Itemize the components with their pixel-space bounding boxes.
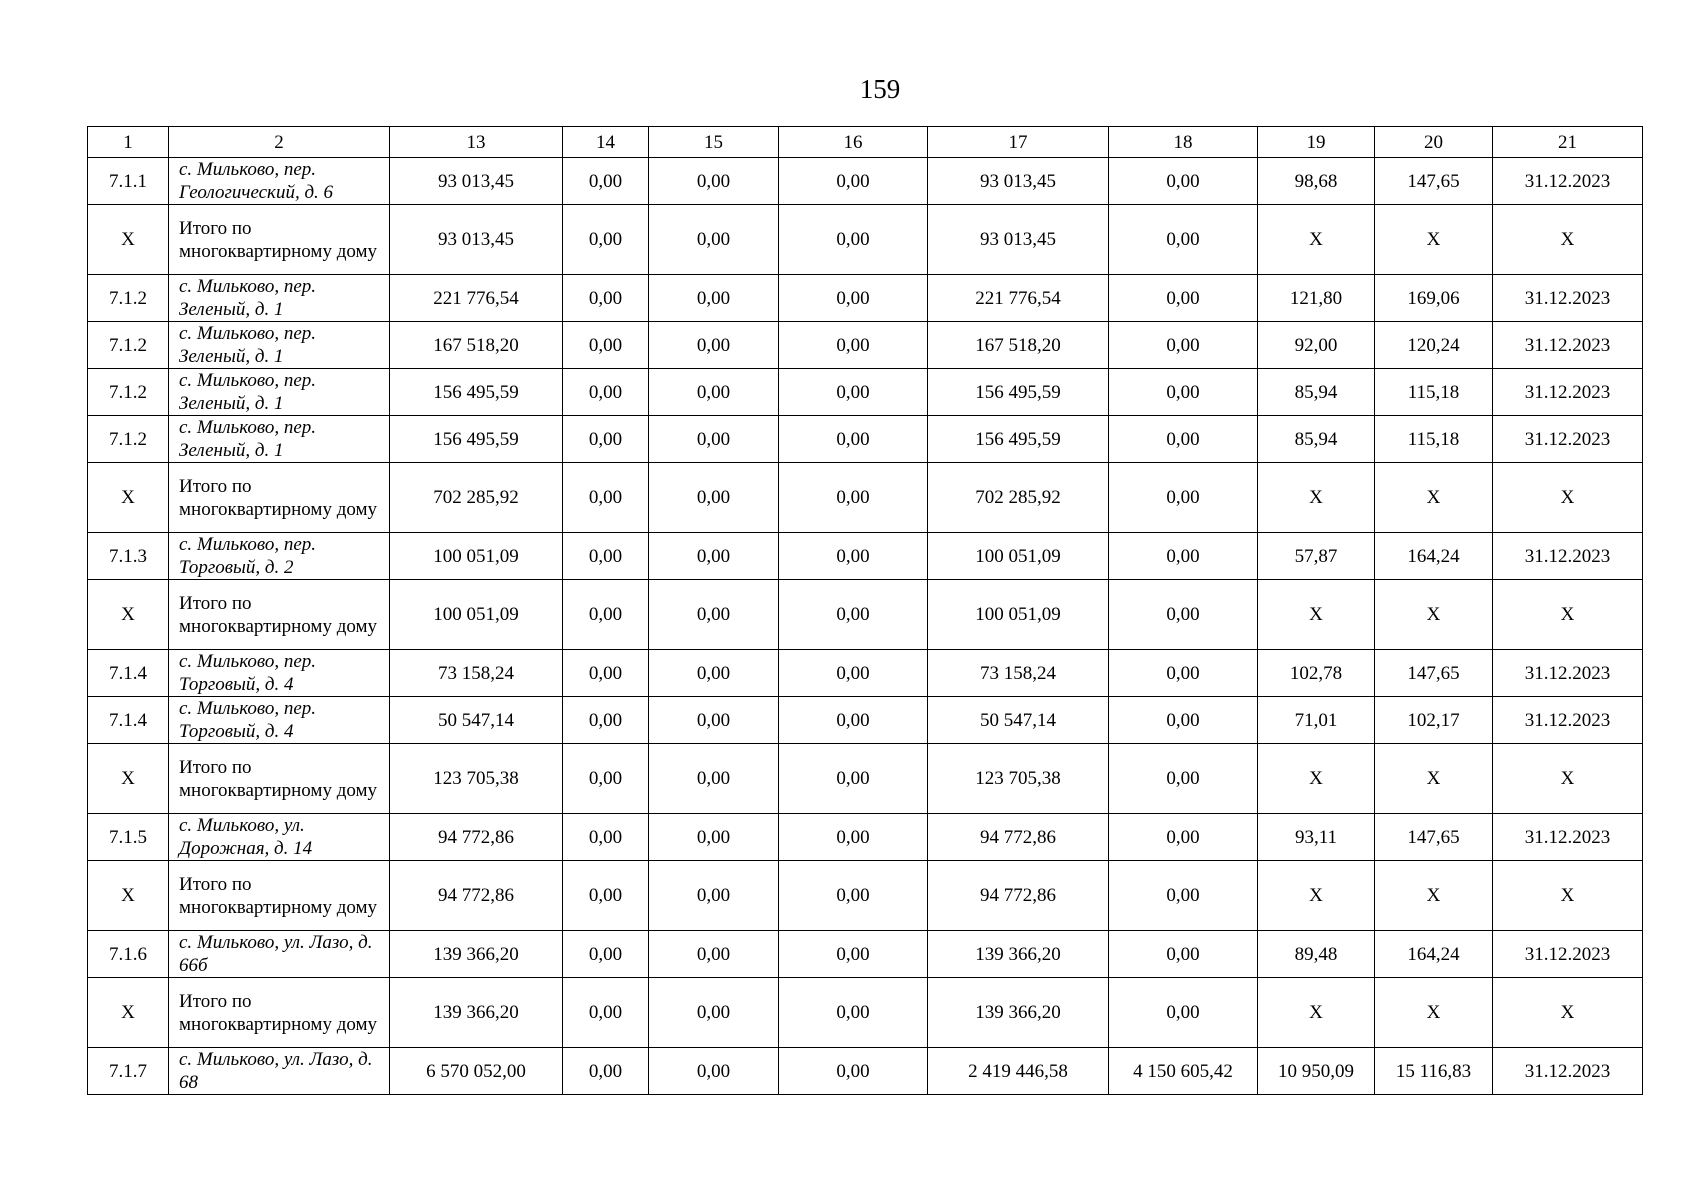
table-cell: 164,24 [1375,533,1493,580]
table-cell: 7.1.4 [88,697,169,744]
column-header: 15 [649,127,779,158]
table-cell: 123 705,38 [928,744,1109,814]
table-cell: 139 366,20 [928,978,1109,1048]
table-cell: 0,00 [779,744,928,814]
table-cell: 4 150 605,42 [1109,1048,1258,1095]
column-header: 17 [928,127,1109,158]
table-cell: X [1375,580,1493,650]
table-cell: X [1258,580,1375,650]
table-cell: 0,00 [649,931,779,978]
table-cell: 0,00 [779,533,928,580]
table-cell: X [1375,205,1493,275]
table-cell: с. Мильково, пер. Зеленый, д. 1 [169,369,390,416]
table-cell: 156 495,59 [390,369,563,416]
table-cell: с. Мильково, пер. Торговый, д. 4 [169,697,390,744]
table-cell: X [88,463,169,533]
table-cell: 31.12.2023 [1493,322,1643,369]
table-cell: 7.1.2 [88,322,169,369]
table-cell: X [1258,861,1375,931]
table-cell: 93 013,45 [928,158,1109,205]
table-cell: 0,00 [563,322,649,369]
table-cell: 115,18 [1375,416,1493,463]
table-cell: 7.1.7 [88,1048,169,1095]
table-cell: 0,00 [779,463,928,533]
table-cell: 102,78 [1258,650,1375,697]
table-cell: X [1375,861,1493,931]
table-cell: 31.12.2023 [1493,697,1643,744]
table-cell: 50 547,14 [928,697,1109,744]
table-cell: Итого по многоквартирному дому [169,580,390,650]
total-row [88,861,1643,931]
table-cell: 2 419 446,58 [928,1048,1109,1095]
table-cell: 7.1.5 [88,814,169,861]
table-cell: 0,00 [649,1048,779,1095]
table-cell: 702 285,92 [390,463,563,533]
table-cell: 94 772,86 [928,861,1109,931]
table-cell: 0,00 [1109,416,1258,463]
table-cell: 0,00 [1109,533,1258,580]
table-cell: 0,00 [563,814,649,861]
table-row [88,416,1643,463]
total-row [88,205,1643,275]
table-cell: 0,00 [779,861,928,931]
table-cell: 7.1.2 [88,416,169,463]
table-cell: 0,00 [563,275,649,322]
table-cell: 0,00 [1109,322,1258,369]
table-row [88,533,1643,580]
table-cell: X [1258,463,1375,533]
table-cell: 0,00 [779,580,928,650]
table-cell: 0,00 [649,861,779,931]
table-cell: 50 547,14 [390,697,563,744]
table-cell: 0,00 [563,369,649,416]
table-cell: 7.1.2 [88,369,169,416]
table-cell: X [1493,205,1643,275]
table-cell: 0,00 [1109,158,1258,205]
table-cell: с. Мильково, ул. Лазо, д. 68 [169,1048,390,1095]
table-cell: 0,00 [649,416,779,463]
table-cell: 93 013,45 [390,158,563,205]
table-cell: X [1493,744,1643,814]
table-row [88,369,1643,416]
table-cell: 0,00 [1109,861,1258,931]
table-cell: 0,00 [1109,931,1258,978]
table-cell: 0,00 [563,697,649,744]
table-cell: 10 950,09 [1258,1048,1375,1095]
table-cell: с. Мильково, пер. Зеленый, д. 1 [169,275,390,322]
table-cell: 156 495,59 [390,416,563,463]
table-cell: 31.12.2023 [1493,416,1643,463]
column-header: 21 [1493,127,1643,158]
table-cell: X [1258,744,1375,814]
table-cell: 0,00 [779,931,928,978]
column-header: 20 [1375,127,1493,158]
table-cell: 0,00 [779,650,928,697]
table-row [88,275,1643,322]
table-cell: 89,48 [1258,931,1375,978]
table-cell: 123 705,38 [390,744,563,814]
table-cell: 31.12.2023 [1493,1048,1643,1095]
table-cell: 31.12.2023 [1493,814,1643,861]
table-cell: Итого по многоквартирному дому [169,463,390,533]
table-cell: 0,00 [779,369,928,416]
table-cell: Итого по многоквартирному дому [169,978,390,1048]
table-cell: 147,65 [1375,158,1493,205]
header-row [88,127,1643,158]
table-row [88,814,1643,861]
table-cell: 156 495,59 [928,369,1109,416]
table-row [88,650,1643,697]
table-cell: 31.12.2023 [1493,158,1643,205]
table-cell: X [1493,463,1643,533]
table-cell: 0,00 [779,416,928,463]
table-cell: 7.1.4 [88,650,169,697]
table-cell: 0,00 [563,205,649,275]
table-cell: с. Мильково, пер. Зеленый, д. 1 [169,416,390,463]
table-cell: 0,00 [563,533,649,580]
table-cell: 0,00 [649,744,779,814]
table-cell: 156 495,59 [928,416,1109,463]
table-cell: X [88,205,169,275]
table-cell: X [88,978,169,1048]
table-cell: 0,00 [1109,814,1258,861]
table-cell: 0,00 [1109,744,1258,814]
table-row [88,697,1643,744]
table-cell: 0,00 [563,1048,649,1095]
table-cell: 7.1.2 [88,275,169,322]
table-cell: 0,00 [779,322,928,369]
table-cell: с. Мильково, ул. Лазо, д. 66б [169,931,390,978]
table-cell: 147,65 [1375,814,1493,861]
table-cell: 139 366,20 [390,978,563,1048]
table-cell: 85,94 [1258,369,1375,416]
table-cell: 6 570 052,00 [390,1048,563,1095]
column-header: 19 [1258,127,1375,158]
column-header: 2 [169,127,390,158]
table-cell: 221 776,54 [928,275,1109,322]
table-cell: 0,00 [563,580,649,650]
table-cell: 0,00 [649,814,779,861]
total-row [88,978,1643,1048]
table-cell: Итого по многоквартирному дому [169,861,390,931]
table-cell: 31.12.2023 [1493,650,1643,697]
table-cell: 0,00 [649,322,779,369]
table-cell: 139 366,20 [928,931,1109,978]
table-cell: 167 518,20 [928,322,1109,369]
table-cell: 93,11 [1258,814,1375,861]
table-cell: 0,00 [563,650,649,697]
table-cell: 98,68 [1258,158,1375,205]
table-cell: 73 158,24 [390,650,563,697]
table-cell: 0,00 [563,463,649,533]
table-cell: 0,00 [563,978,649,1048]
table-cell: 0,00 [649,978,779,1048]
table-cell: 31.12.2023 [1493,275,1643,322]
table-cell: 94 772,86 [390,861,563,931]
table-cell: 15 116,83 [1375,1048,1493,1095]
table-cell: 73 158,24 [928,650,1109,697]
table-cell: 121,80 [1258,275,1375,322]
table-cell: 221 776,54 [390,275,563,322]
table-cell: 92,00 [1258,322,1375,369]
total-row [88,744,1643,814]
table-row [88,158,1643,205]
table-cell: 164,24 [1375,931,1493,978]
table-cell: 100 051,09 [390,580,563,650]
table-cell: 0,00 [1109,205,1258,275]
table-cell: 0,00 [563,416,649,463]
column-header: 14 [563,127,649,158]
table-cell: 0,00 [1109,369,1258,416]
total-row [88,463,1643,533]
table-cell: X [1493,978,1643,1048]
total-row [88,580,1643,650]
table-cell: 0,00 [779,205,928,275]
table-cell: 0,00 [563,931,649,978]
column-header: 1 [88,127,169,158]
table-cell: 0,00 [1109,463,1258,533]
column-header: 13 [390,127,563,158]
table-cell: 31.12.2023 [1493,533,1643,580]
table-cell: 0,00 [649,533,779,580]
table-cell: 167 518,20 [390,322,563,369]
table-cell: 0,00 [649,205,779,275]
table-cell: 94 772,86 [928,814,1109,861]
table-cell: 0,00 [779,697,928,744]
table-cell: 0,00 [779,158,928,205]
table-cell: 0,00 [779,814,928,861]
table-cell: 0,00 [1109,580,1258,650]
table-cell: 702 285,92 [928,463,1109,533]
table-cell: 7.1.3 [88,533,169,580]
table-cell: 120,24 [1375,322,1493,369]
table-cell: 0,00 [1109,697,1258,744]
table-cell: 102,17 [1375,697,1493,744]
table-cell: 0,00 [649,158,779,205]
data-table [87,126,1643,1095]
table-cell: 0,00 [563,861,649,931]
table-cell: с. Мильково, пер. Торговый, д. 4 [169,650,390,697]
table-cell: X [1375,463,1493,533]
table-cell: 0,00 [1109,650,1258,697]
table-cell: 169,06 [1375,275,1493,322]
table-cell: X [1258,978,1375,1048]
table-cell: 100 051,09 [928,533,1109,580]
table-cell: 0,00 [1109,275,1258,322]
table-cell: 0,00 [649,650,779,697]
table-cell: 0,00 [563,158,649,205]
table-cell: 139 366,20 [390,931,563,978]
table-cell: 100 051,09 [928,580,1109,650]
table-cell: 93 013,45 [928,205,1109,275]
table-cell: X [88,744,169,814]
table-cell: X [1258,205,1375,275]
table-cell: 0,00 [649,697,779,744]
table-cell: с. Мильково, пер. Торговый, д. 2 [169,533,390,580]
table-cell: Итого по многоквартирному дому [169,205,390,275]
table-cell: 94 772,86 [390,814,563,861]
table-cell: 85,94 [1258,416,1375,463]
table-cell: 0,00 [1109,978,1258,1048]
table-cell: 0,00 [649,580,779,650]
table-cell: X [1493,861,1643,931]
column-header: 18 [1109,127,1258,158]
table-cell: Итого по многоквартирному дому [169,744,390,814]
table-row [88,322,1643,369]
table-cell: с. Мильково, ул. Дорожная, д. 14 [169,814,390,861]
table-cell: X [88,580,169,650]
page-number: 159 [859,74,901,104]
table-row [88,931,1643,978]
table-cell: X [88,861,169,931]
table-cell: 0,00 [649,463,779,533]
table-cell: 0,00 [649,369,779,416]
table-row [88,1048,1643,1095]
table-cell: 57,87 [1258,533,1375,580]
table-cell: 7.1.6 [88,931,169,978]
table-cell: 31.12.2023 [1493,931,1643,978]
table-cell: с. Мильково, пер. Геологический, д. 6 [169,158,390,205]
table-cell: 0,00 [563,744,649,814]
table-cell: X [1375,744,1493,814]
table-cell: 100 051,09 [390,533,563,580]
table-cell: 31.12.2023 [1493,369,1643,416]
column-header: 16 [779,127,928,158]
table-cell: 0,00 [649,275,779,322]
table-cell: 7.1.1 [88,158,169,205]
table-cell: 115,18 [1375,369,1493,416]
table-cell: 0,00 [779,978,928,1048]
table-cell: 71,01 [1258,697,1375,744]
table-cell: 0,00 [779,1048,928,1095]
table-cell: 93 013,45 [390,205,563,275]
table-cell: X [1493,580,1643,650]
table-cell: с. Мильково, пер. Зеленый, д. 1 [169,322,390,369]
table-cell: 0,00 [779,275,928,322]
table-cell: 147,65 [1375,650,1493,697]
table-cell: X [1375,978,1493,1048]
